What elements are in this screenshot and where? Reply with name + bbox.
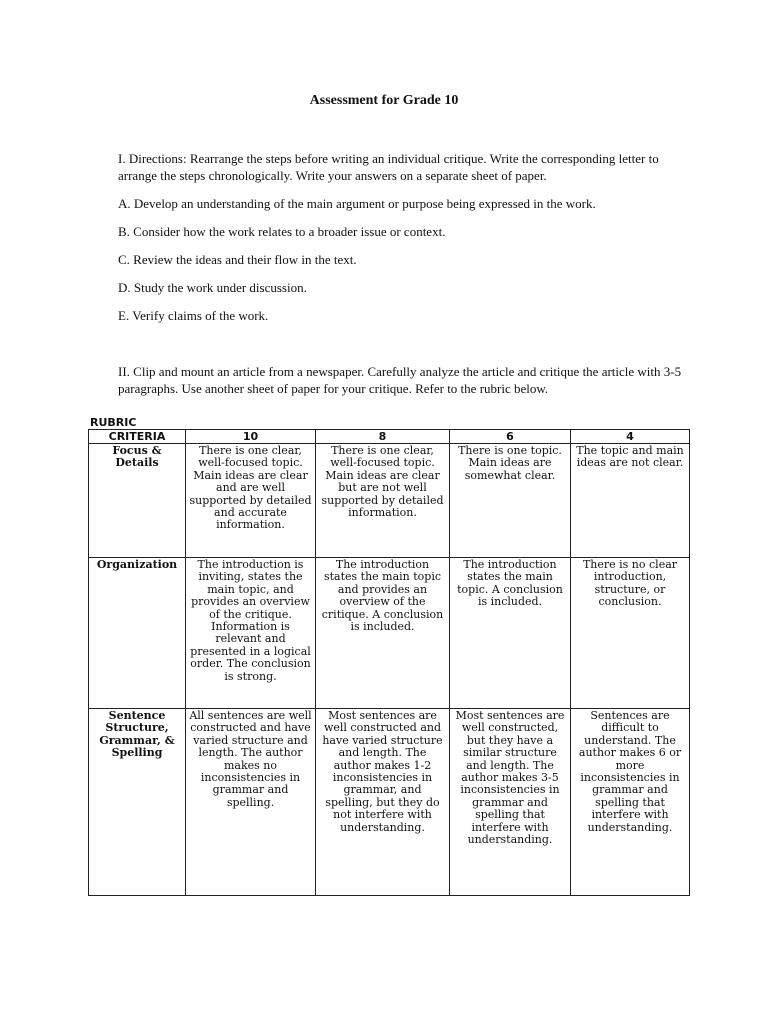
part1-directions: I. Directions: Rearrange the steps before writing an individual critique. Write the corresponding letter to arrange the steps chronologically. Write your answers on a separate sheet of paper. bbox=[118, 151, 659, 183]
rubric-cell: Most sentences are well constructed and have varied structure and length. The author makes 1-2 inconsistencies in grammar, and spelling, but they do not interfere with understanding. bbox=[316, 709, 450, 896]
rubric-cell: The introduction states the main topic. A conclusion is included. bbox=[450, 558, 571, 709]
rubric-cell: There is one clear, well-focused topic. Main ideas are clear and are well supported by detailed and accurate information. bbox=[186, 444, 316, 558]
rubric-cell: There is no clear introduction, structure, or conclusion. bbox=[571, 558, 690, 709]
rubric-cell: Most sentences are well constructed, but they have a similar structure and length. The author makes 3-5 inconsistencies in grammar and spelling that interfere with understanding. bbox=[450, 709, 571, 896]
step-item-d: D. Study the work under discussion. bbox=[118, 280, 307, 295]
rubric-cell: All sentences are well constructed and have varied structure and length. The author makes no inconsistencies in grammar and spelling. bbox=[186, 709, 316, 896]
header-score-8: 8 bbox=[316, 430, 450, 444]
step-item-a: A. Develop an understanding of the main argument or purpose being expressed in the work. bbox=[118, 196, 596, 211]
rubric-cell: There is one clear, well-focused topic. Main ideas are clear but are not well supported by detailed information. bbox=[316, 444, 450, 558]
table-row bbox=[89, 709, 690, 896]
page-title: Assessment for Grade 10 bbox=[309, 93, 459, 108]
header-score-4: 4 bbox=[571, 430, 690, 444]
criteria-organization: Organization bbox=[89, 558, 186, 709]
rubric-header-row bbox=[89, 430, 690, 444]
rubric-table bbox=[88, 429, 690, 896]
step-item-b: B. Consider how the work relates to a broader issue or context. bbox=[118, 224, 446, 239]
rubric-label: RUBRIC bbox=[90, 416, 137, 429]
step-item-e: E. Verify claims of the work. bbox=[118, 308, 269, 323]
rubric-cell: Sentences are difficult to understand. The author makes 6 or more inconsistencies in grammar and spelling that interfere with understanding. bbox=[571, 709, 690, 896]
table-row bbox=[89, 444, 690, 558]
step-item-c: C. Review the ideas and their flow in the text. bbox=[118, 252, 357, 267]
header-score-6: 6 bbox=[450, 430, 571, 444]
rubric-cell: The topic and main ideas are not clear. bbox=[571, 444, 690, 558]
rubric-cell: There is one topic. Main ideas are somewhat clear. bbox=[450, 444, 571, 558]
rubric-cell: The introduction states the main topic and provides an overview of the critique. A conclusion is included. bbox=[316, 558, 450, 709]
header-score-10: 10 bbox=[186, 430, 316, 444]
table-row bbox=[89, 558, 690, 709]
header-criteria: CRITERIA bbox=[89, 430, 186, 444]
rubric-cell: The introduction is inviting, states the main topic, and provides an overview of the critique. Information is relevant and presented in a logical order. The conclusion is strong. bbox=[186, 558, 316, 709]
part2-directions: II. Clip and mount an article from a newspaper. Carefully analyze the article and critique the article with 3-5 paragraphs. Use another sheet of paper for your critique. Refer to the rubric below. bbox=[118, 364, 682, 396]
criteria-sentence-structure: Sentence Structure, Grammar, & Spelling bbox=[89, 709, 186, 896]
criteria-focus-details: Focus & Details bbox=[89, 444, 186, 558]
